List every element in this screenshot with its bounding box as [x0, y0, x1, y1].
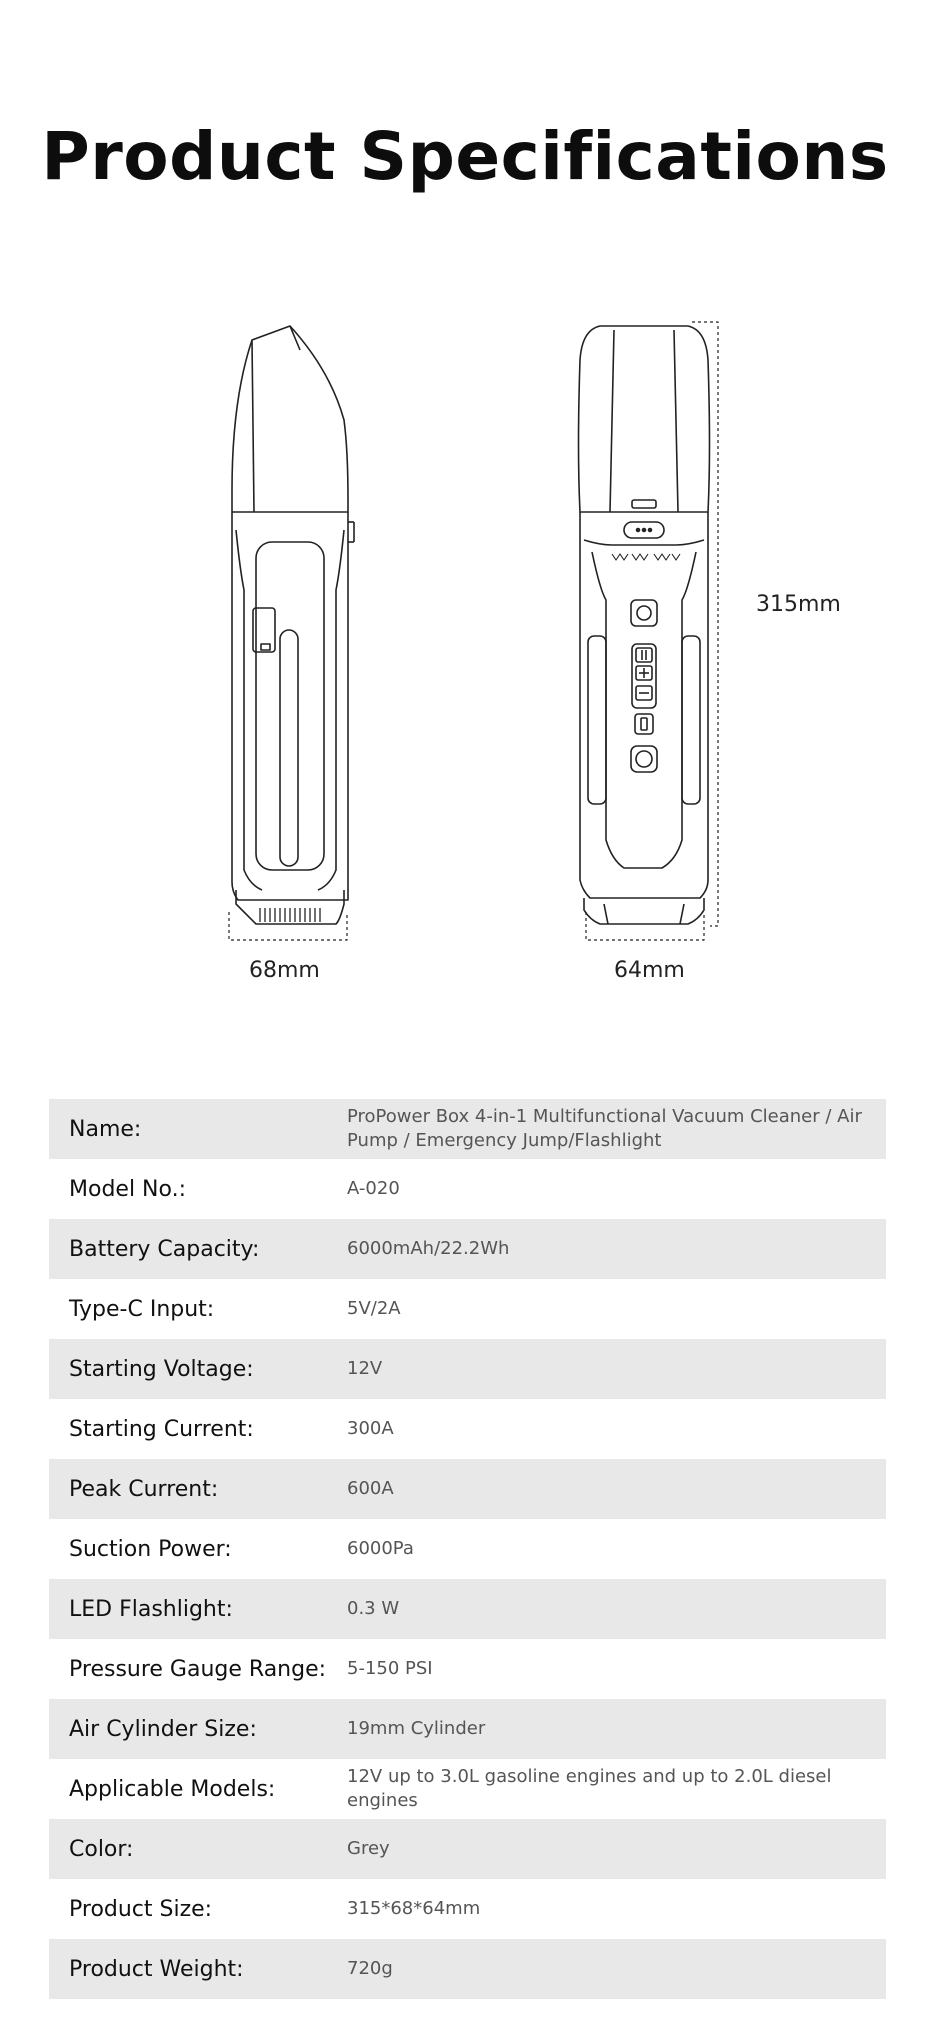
spec-value: A-020: [347, 1178, 400, 1199]
spec-label: Battery Capacity:: [69, 1236, 260, 1262]
spec-value: 6000Pa: [347, 1538, 414, 1559]
spec-row-models: [49, 1759, 886, 1819]
page-title: Product Specifications: [41, 118, 889, 195]
side-width-label: 68mm: [249, 958, 320, 983]
spec-row-size: [49, 1879, 886, 1939]
spec-row-color: [49, 1819, 886, 1879]
spec-row-model: [49, 1159, 886, 1219]
spec-label: Pressure Gauge Range:: [69, 1656, 327, 1682]
spec-value: 720g: [347, 1958, 393, 1979]
spec-value: 12V: [347, 1358, 383, 1379]
spec-row-flashlight: [49, 1579, 886, 1639]
spec-value: 6000mAh/22.2Wh: [347, 1238, 510, 1259]
front-width-label: 64mm: [614, 958, 685, 983]
spec-label: Air Cylinder Size:: [69, 1716, 257, 1742]
height-label: 315mm: [756, 592, 841, 617]
spec-label: LED Flashlight:: [69, 1596, 233, 1622]
spec-value: ProPower Box 4-in-1 Multifunctional Vacuum Cleaner / Air Pump / Emergency Jump/Flashlight: [347, 1106, 862, 1151]
spec-value: 600A: [347, 1478, 394, 1499]
spec-row-starting-current: [49, 1399, 886, 1459]
spec-row-battery: [49, 1219, 886, 1279]
spec-row-pressure: [49, 1639, 886, 1699]
spec-label: Starting Current:: [69, 1416, 254, 1442]
spec-label: Peak Current:: [69, 1476, 219, 1502]
spec-value: 19mm Cylinder: [347, 1718, 486, 1739]
spec-value: 300A: [347, 1418, 394, 1439]
spec-label: Type-C Input:: [69, 1296, 215, 1322]
spec-label: Model No.:: [69, 1176, 186, 1202]
spec-label: Color:: [69, 1836, 134, 1862]
product-drawing: [0, 300, 930, 1020]
front-view-drawing: [579, 322, 719, 940]
spec-row-name: [49, 1099, 886, 1159]
spec-value: 12V up to 3.0L gasoline engines and up to 2.0L diesel engines: [347, 1766, 832, 1811]
spec-label: Applicable Models:: [69, 1776, 276, 1802]
specs-table: [49, 1099, 886, 1999]
spec-value: Grey: [347, 1838, 390, 1859]
spec-value: 5V/2A: [347, 1298, 401, 1319]
spec-row-peak-current: [49, 1459, 886, 1519]
spec-value: 315*68*64mm: [347, 1898, 481, 1919]
spec-label: Starting Voltage:: [69, 1356, 254, 1382]
product-diagram: [0, 300, 930, 1020]
spec-row-typec: [49, 1279, 886, 1339]
spec-label: Name:: [69, 1116, 142, 1142]
spec-row-weight: [49, 1939, 886, 1999]
side-view-drawing: [229, 326, 354, 940]
spec-label: Product Size:: [69, 1896, 213, 1922]
spec-row-starting-voltage: [49, 1339, 886, 1399]
spec-value: 5-150 PSI: [347, 1658, 433, 1679]
spec-row-suction: [49, 1519, 886, 1579]
spec-label: Suction Power:: [69, 1536, 232, 1562]
spec-row-cylinder: [49, 1699, 886, 1759]
spec-value: 0.3 W: [347, 1598, 400, 1619]
spec-label: Product Weight:: [69, 1956, 244, 1982]
